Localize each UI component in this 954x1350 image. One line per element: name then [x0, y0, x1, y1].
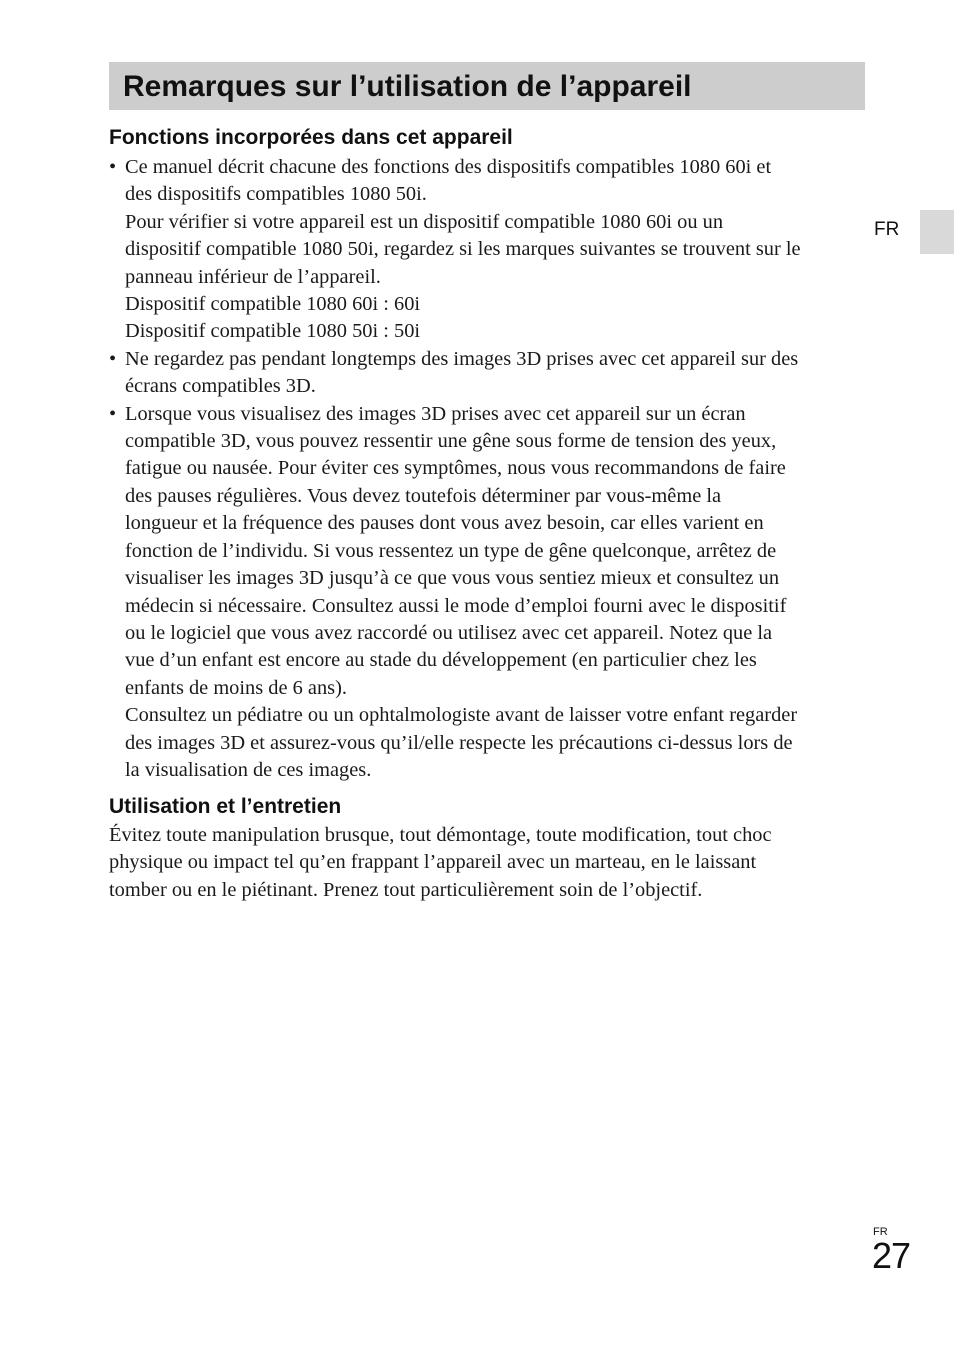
bullet-paragraph: [125, 318, 869, 345]
title-bar: [109, 62, 865, 110]
text-line: des dispositifs compatibles 1080 50i.: [125, 183, 427, 206]
bullet-dot: •: [109, 347, 117, 370]
bullet-paragraph: [125, 291, 869, 318]
section-heading-fonctions: Fonctions incorporées dans cet appareil: [109, 126, 513, 149]
bullet-list: [109, 154, 869, 784]
text-line: compatible 3D, vous pouvez ressentir une gêne sous forme de tension des yeux,: [125, 430, 777, 453]
utilisation-paragraph: [109, 822, 849, 904]
text-line: physique ou impact tel qu’en frappant l’appareil avec un marteau, en le laissant: [109, 851, 757, 874]
text-line: Consultez un pédiatre ou un ophtalmologiste avant de laisser votre enfant regarder: [125, 704, 798, 727]
bullet-dot: •: [109, 156, 117, 178]
text-line: longueur et la fréquence des pauses dont vous avez besoin, car elles varient en: [125, 512, 764, 535]
bullet-item: [109, 401, 869, 785]
text-line: écrans compatibles 3D.: [125, 375, 316, 398]
language-side-tab: [920, 210, 954, 254]
text-line: Lorsque vous visualisez des images 3D prises avec cet appareil sur un écran: [125, 402, 746, 425]
text-line: Dispositif compatible 1080 50i : 50i: [125, 320, 421, 343]
bullet-item: [109, 154, 869, 346]
text-line: fatigue ou nausée. Pour éviter ces symptômes, nous vous recommandons de faire: [125, 457, 786, 480]
bullet-paragraph: [125, 154, 869, 209]
bullet-dot: •: [109, 402, 117, 425]
text-line: Évitez toute manipulation brusque, tout démontage, toute modification, tout choc: [109, 824, 772, 846]
bullet-item: [109, 346, 869, 401]
text-line: Ne regardez pas pendant longtemps des images 3D prises avec cet appareil sur des: [125, 347, 799, 370]
text-line: visualiser les images 3D jusqu’à ce que vous vous sentiez mieux et consultez un: [125, 567, 780, 590]
text-line: Pour vérifier si votre appareil est un dispositif compatible 1080 60i ou un: [125, 210, 724, 233]
bullet-paragraph: [125, 346, 869, 401]
text-line: vue d’un enfant est encore au stade du développement (en particulier chez les: [125, 649, 757, 672]
text-line: Dispositif compatible 1080 60i : 60i: [125, 293, 421, 316]
footer-language: FR: [873, 1226, 888, 1238]
text-line: ou le logiciel que vous avez raccordé ou utilisez avec cet appareil. Notez que la: [125, 621, 773, 644]
text-line: médecin si nécessaire. Consultez aussi le mode d’emploi fourni avec le dispositif: [125, 594, 787, 617]
bullet-paragraph: [125, 401, 869, 702]
language-tab-label: FR: [874, 219, 900, 240]
text-line: des images 3D et assurez-vous qu’il/elle respecte les précautions ci-dessus lors de: [125, 731, 793, 754]
bullet-paragraph: [125, 209, 869, 291]
text-line: tomber ou en le piétinant. Prenez tout particulièrement soin de l’objectif.: [109, 878, 703, 901]
bullet-paragraph: [125, 702, 869, 784]
text-line: fonction de l’individu. Si vous ressentez un type de gêne quelconque, arrêtez de: [125, 539, 777, 562]
text-line: Ce manuel décrit chacune des fonctions des dispositifs compatibles 1080 60i et: [125, 156, 772, 178]
text-line: dispositif compatible 1080 50i, regardez si les marques suivantes se trouvent sur le: [125, 238, 801, 261]
page-title: Remarques sur l’utilisation de l’appareil: [123, 70, 692, 103]
section-heading-utilisation: Utilisation et l’entretien: [109, 795, 342, 818]
page-number: 27: [872, 1235, 911, 1276]
text-line: des pauses régulières. Vous devez toutefois déterminer par vous-même la: [125, 484, 722, 507]
text-line: panneau inférieur de l’appareil.: [125, 265, 381, 288]
text-line: enfants de moins de 6 ans).: [125, 676, 347, 699]
text-line: la visualisation de ces images.: [125, 758, 372, 781]
